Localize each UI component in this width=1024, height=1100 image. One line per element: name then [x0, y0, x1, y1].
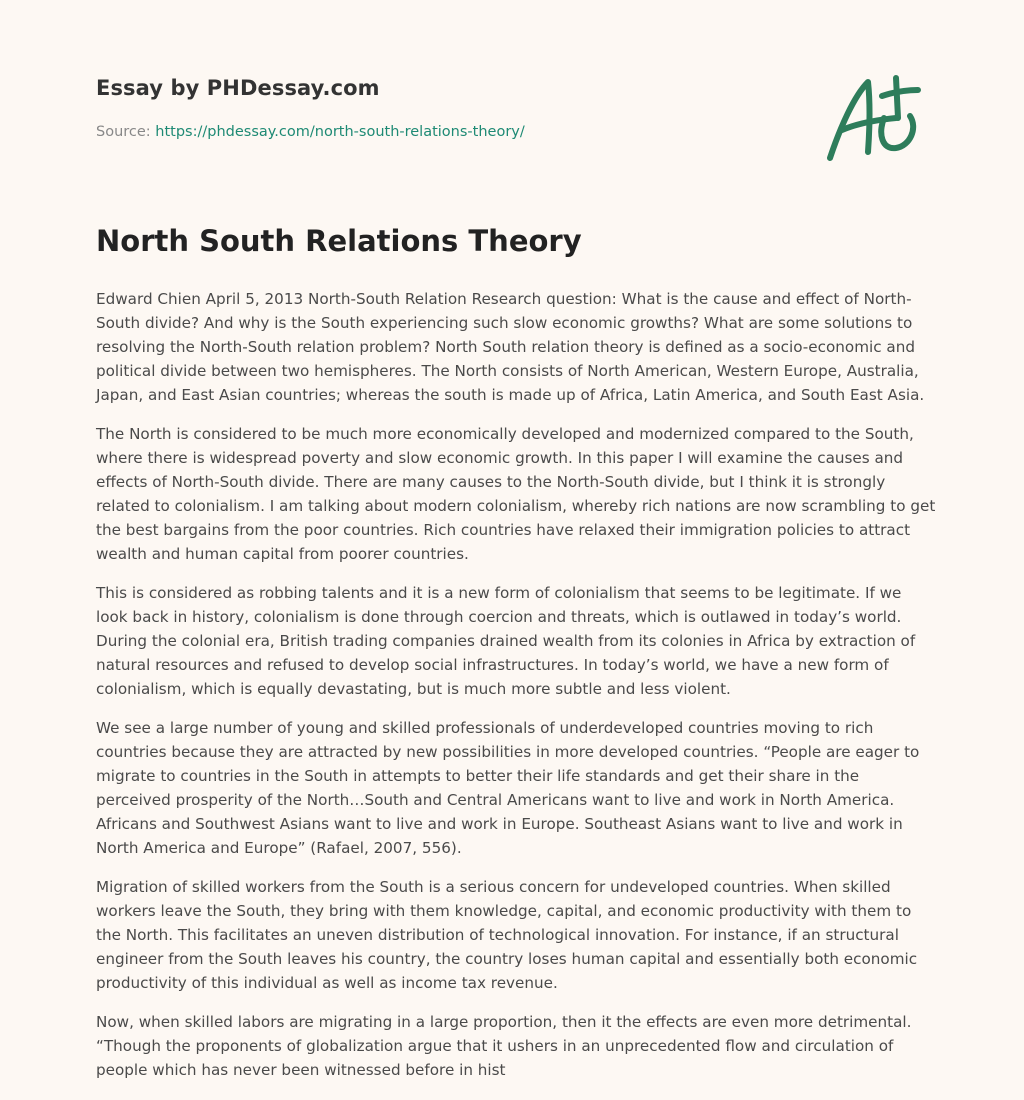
essay-paragraph: Now, when skilled labors are migrating in a large proportion, then it the effects are even more detrimental. “Though the proponents of globalization argue that it ushers in an unprecedented flow and circulation of people which has never been witnessed before in hist — [96, 1013, 912, 1079]
essay-paragraph: We see a large number of young and skilled professionals of underdeveloped countries moving to rich countries because they are attracted by new possibilities in more developed countries. “People are eager to migrate to countries in the South in attempts to better their life standards and get their share in the perceived prosperity of the North…South and Central Americans want to live and work in North America. Africans and Southwest Asians want to live and work in Europe. Southeast Asians want to live and work in North America and Europe” (Rafael, 2007, 556). — [96, 719, 920, 857]
essay-paragraph: The North is considered to be much more economically developed and modernized compared to the South, where there is widespread poverty and slow economic growth. In this paper I will examine the causes and effects of North-South divide. There are many causes to the North-South divide, but I think it is strongly related to colonialism. I am talking about modern colonialism, whereby rich nations are now scrambling to get the best bargains from the poor countries. Rich countries have relaxed their immigration policies to attract wealth and human capital from poorer countries. — [96, 425, 936, 563]
site-brand: Essay by PHDessay.com — [96, 76, 380, 100]
essay-paragraph: Edward Chien April 5, 2013 North-South Relation Research question: What is the cause and effect of North-South divide? And why is the South experiencing such slow economic growths? What are some solutions to resolving the North-South relation problem? North South relation theory is defined as a socio-economic and political divide between two hemispheres. The North consists of North American, Western Europe, Australia, Japan, and East Asian countries; whereas the south is made up of Africa, Latin America, and South East Asia. — [96, 290, 925, 404]
source-label: Source: — [96, 124, 156, 140]
source-line — [96, 124, 525, 140]
essay-body — [96, 287, 936, 1097]
essay-paragraph: This is considered as robbing talents and it is a new form of colonialism that seems to be legitimate. If we look back in history, colonialism is done through coercion and threats, which is outlawed in today’s world. During the colonial era, British trading companies drained wealth from its colonies in Africa by extraction of natural resources and refused to develop social infrastructures. In today’s world, we have a new form of colonialism, which is equally devastating, but is much more subtle and less violent. — [96, 584, 916, 698]
a-plus-logo — [820, 66, 930, 166]
essay-paragraph: Migration of skilled workers from the South is a serious concern for undeveloped countries. When skilled workers leave the South, they bring with them knowledge, capital, and economic productivity with them to the North. This facilitates an uneven distribution of technological innovation. For instance, if an structural engineer from the South leaves his country, the country loses human capital and essentially both economic productivity of this individual as well as income tax revenue. — [96, 878, 918, 992]
essay-title: North South Relations Theory — [96, 224, 582, 258]
source-link[interactable]: https://phdessay.com/north-south-relations-theory/ — [155, 124, 525, 140]
